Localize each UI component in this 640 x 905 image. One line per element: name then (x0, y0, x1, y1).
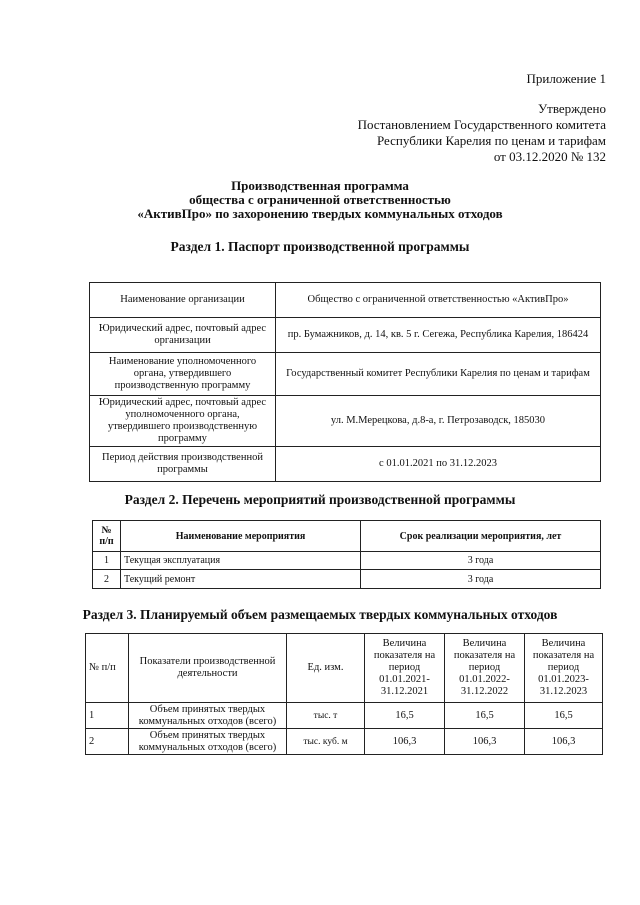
annex-label: Приложение 1 (526, 71, 606, 86)
approval-line: Республики Карелия по ценам и тарифам (376, 133, 606, 148)
value-2022: 106,3 (445, 729, 525, 755)
column-header: Срок реализации мероприятия, лет (361, 521, 601, 552)
table-header-row (86, 634, 603, 703)
table-row (93, 570, 601, 589)
table-header-row (93, 521, 601, 552)
approval-line: Постановлением Государственного комитета (357, 117, 606, 132)
passport-label: Наименование организации (90, 283, 276, 318)
title-line: общества с ограниченной ответственностью (189, 192, 451, 207)
section2-heading: Раздел 2. Перечень мероприятий производственной программы (124, 492, 516, 507)
column-header: № п/п (93, 521, 121, 552)
measure-term: 3 года (361, 552, 601, 570)
title-line: «АктивПро» по захоронению твердых коммунальных отходов (137, 206, 503, 221)
title-line: Производственная программа (231, 178, 409, 193)
column-header: Наименование мероприятия (121, 521, 361, 552)
value-2021: 106,3 (365, 729, 445, 755)
passport-value: пр. Бумажников, д. 14, кв. 5 г. Сегежа, Республика Карелия, 186424 (276, 318, 601, 353)
approval-line: от 03.12.2020 № 132 (493, 149, 606, 164)
measure-name: Текущий ремонт (121, 570, 361, 589)
value-2022: 16,5 (445, 703, 525, 729)
passport-label: Юридический адрес, почтовый адрес уполномоченного органа, утвердившего производственную программу (90, 396, 276, 447)
column-header: № п/п (86, 634, 129, 703)
indicator-name: Объем принятых твердых коммунальных отходов (всего) (129, 703, 287, 729)
table-row (90, 318, 601, 353)
passport-value: Государственный комитет Республики Карелия по ценам и тарифам (276, 353, 601, 396)
row-number: 2 (93, 570, 121, 589)
column-header: Ед. изм. (287, 634, 365, 703)
indicator-name: Объем принятых твердых коммунальных отходов (всего) (129, 729, 287, 755)
section3-heading: Раздел 3. Планируемый объем размещаемых твердых коммунальных отходов (82, 607, 558, 622)
row-number: 1 (93, 552, 121, 570)
table-row (90, 447, 601, 482)
table-row (93, 552, 601, 570)
value-2021: 16,5 (365, 703, 445, 729)
measures-table (92, 520, 601, 589)
passport-label: Наименование уполномоченного органа, утвердившего производственную программу (90, 353, 276, 396)
unit: тыс. т (287, 703, 365, 729)
waste-volume-table (85, 633, 603, 755)
table-row (90, 283, 601, 318)
measure-name: Текущая эксплуатация (121, 552, 361, 570)
unit: тыс. куб. м (287, 729, 365, 755)
section1-heading: Раздел 1. Паспорт производственной программы (170, 239, 470, 254)
table-row (86, 703, 603, 729)
column-header: Величина показателя на период 01.01.2023-31.12.2023 (525, 634, 603, 703)
approval-line: Утверждено (537, 101, 606, 116)
table-row (90, 396, 601, 447)
table-row (86, 729, 603, 755)
document-title (0, 179, 640, 221)
table-row (90, 353, 601, 396)
passport-value: Общество с ограниченной ответственностью «АктивПро» (276, 283, 601, 318)
column-header: Величина показателя на период 01.01.2021-31.12.2021 (365, 634, 445, 703)
approval-block (358, 101, 606, 165)
passport-table (89, 282, 601, 482)
passport-value: ул. М.Мерецкова, д.8-а, г. Петрозаводск, 185030 (276, 396, 601, 447)
row-number: 2 (86, 729, 129, 755)
passport-value: с 01.01.2021 по 31.12.2023 (276, 447, 601, 482)
value-2023: 16,5 (525, 703, 603, 729)
column-header: Величина показателя на период 01.01.2022-31.12.2022 (445, 634, 525, 703)
row-number: 1 (86, 703, 129, 729)
passport-label: Период действия производственной программы (90, 447, 276, 482)
column-header: Показатели производственной деятельности (129, 634, 287, 703)
passport-label: Юридический адрес, почтовый адрес организации (90, 318, 276, 353)
value-2023: 106,3 (525, 729, 603, 755)
measure-term: 3 года (361, 570, 601, 589)
